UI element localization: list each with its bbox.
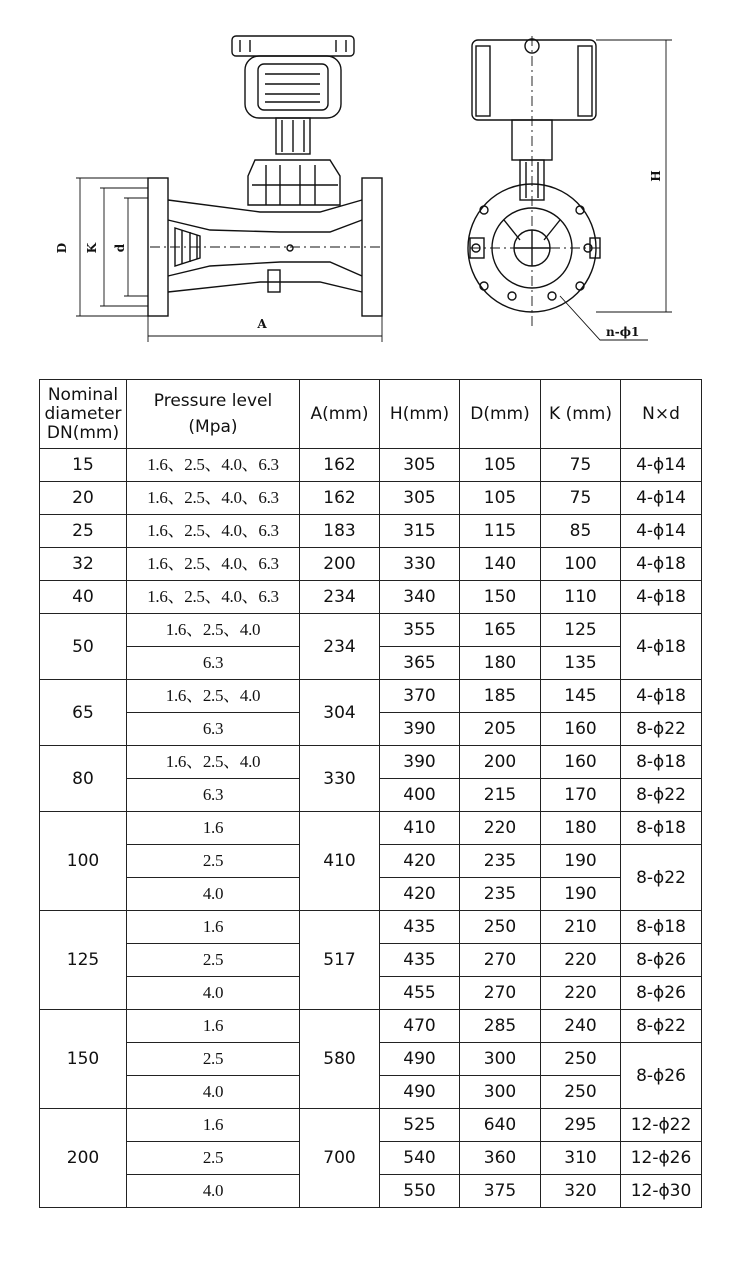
cell-d: 235 xyxy=(460,845,541,878)
label-D: D xyxy=(55,242,69,254)
cell-d: 205 xyxy=(460,713,541,746)
cell-pressure: 4.0 xyxy=(127,1175,300,1208)
cell-d: 360 xyxy=(460,1142,541,1175)
cell-dn: 65 xyxy=(40,680,127,746)
cell-k: 135 xyxy=(541,647,621,680)
cell-nd: 12-ϕ22 xyxy=(621,1109,702,1142)
header-pressure-line2: (Mpa) xyxy=(188,417,238,437)
cell-pressure: 1.6、2.5、4.0、6.3 xyxy=(127,548,300,581)
cell-pressure: 1.6、2.5、4.0、6.3 xyxy=(127,449,300,482)
cell-d: 235 xyxy=(460,878,541,911)
cell-h: 410 xyxy=(380,812,460,845)
cell-d: 220 xyxy=(460,812,541,845)
cell-k: 125 xyxy=(541,614,621,647)
cell-pressure: 1.6、2.5、4.0、6.3 xyxy=(127,581,300,614)
cell-dn: 50 xyxy=(40,614,127,680)
cell-nd: 8-ϕ18 xyxy=(621,746,702,779)
cell-h: 540 xyxy=(380,1142,460,1175)
cell-nd: 8-ϕ22 xyxy=(621,779,702,812)
cell-h: 420 xyxy=(380,878,460,911)
cell-dn: 125 xyxy=(40,911,127,1010)
header-dn xyxy=(40,380,127,449)
header-dn-line2: diameter xyxy=(44,403,122,424)
header-nd: N×d xyxy=(621,380,702,449)
cell-nd: 4-ϕ14 xyxy=(621,449,702,482)
cell-h: 305 xyxy=(380,449,460,482)
cell-nd: 8-ϕ26 xyxy=(621,977,702,1010)
cell-nd: 8-ϕ18 xyxy=(621,812,702,845)
cell-pressure: 1.6 xyxy=(127,812,300,845)
table-row xyxy=(40,548,702,581)
cell-a: 234 xyxy=(300,581,380,614)
cell-nd: 8-ϕ22 xyxy=(621,845,702,911)
cell-h: 420 xyxy=(380,845,460,878)
table-row xyxy=(40,746,702,779)
cell-nd: 4-ϕ14 xyxy=(621,482,702,515)
cell-a: 580 xyxy=(300,1010,380,1109)
table-row xyxy=(40,614,702,647)
cell-nd: 4-ϕ14 xyxy=(621,515,702,548)
label-K: K xyxy=(85,242,99,254)
cell-d: 285 xyxy=(460,1010,541,1043)
cell-h: 400 xyxy=(380,779,460,812)
cell-dn: 200 xyxy=(40,1109,127,1208)
cell-pressure: 1.6、2.5、4.0 xyxy=(127,680,300,713)
table-row xyxy=(40,812,702,845)
cell-h: 490 xyxy=(380,1043,460,1076)
dimension-table xyxy=(39,379,702,1208)
cell-pressure: 2.5 xyxy=(127,1142,300,1175)
cell-k: 180 xyxy=(541,812,621,845)
cell-d: 115 xyxy=(460,515,541,548)
cell-d: 200 xyxy=(460,746,541,779)
cell-h: 305 xyxy=(380,482,460,515)
cell-pressure: 4.0 xyxy=(127,878,300,911)
table-header-row xyxy=(40,380,702,449)
cell-h: 435 xyxy=(380,911,460,944)
cell-pressure: 4.0 xyxy=(127,1076,300,1109)
header-pressure-line1: Pressure level xyxy=(153,391,273,411)
cell-k: 320 xyxy=(541,1175,621,1208)
cell-dn: 20 xyxy=(40,482,127,515)
table-row xyxy=(40,449,702,482)
cell-nd: 8-ϕ22 xyxy=(621,713,702,746)
cell-k: 170 xyxy=(541,779,621,812)
cell-d: 150 xyxy=(460,581,541,614)
cell-k: 250 xyxy=(541,1076,621,1109)
cell-h: 340 xyxy=(380,581,460,614)
cell-nd: 12-ϕ30 xyxy=(621,1175,702,1208)
header-d: D(mm) xyxy=(460,380,541,449)
cell-h: 455 xyxy=(380,977,460,1010)
cell-a: 304 xyxy=(300,680,380,746)
cell-dn: 32 xyxy=(40,548,127,581)
cell-a: 162 xyxy=(300,482,380,515)
cell-k: 220 xyxy=(541,944,621,977)
cell-pressure: 1.6、2.5、4.0 xyxy=(127,746,300,779)
cell-pressure: 1.6、2.5、4.0、6.3 xyxy=(127,515,300,548)
cell-h: 470 xyxy=(380,1010,460,1043)
cell-pressure: 1.6 xyxy=(127,1109,300,1142)
cell-d: 300 xyxy=(460,1076,541,1109)
cell-d: 270 xyxy=(460,977,541,1010)
header-pressure xyxy=(127,380,300,449)
label-d: d xyxy=(113,243,127,253)
cell-dn: 15 xyxy=(40,449,127,482)
cell-h: 330 xyxy=(380,548,460,581)
cell-nd: 4-ϕ18 xyxy=(621,680,702,713)
table-row xyxy=(40,680,702,713)
cell-h: 490 xyxy=(380,1076,460,1109)
cell-d: 300 xyxy=(460,1043,541,1076)
cell-dn: 100 xyxy=(40,812,127,911)
header-a: A(mm) xyxy=(300,380,380,449)
cell-a: 183 xyxy=(300,515,380,548)
cell-d: 180 xyxy=(460,647,541,680)
cell-d: 105 xyxy=(460,449,541,482)
cell-h: 390 xyxy=(380,746,460,779)
label-A: A xyxy=(257,317,267,331)
cell-d: 250 xyxy=(460,911,541,944)
cell-k: 190 xyxy=(541,878,621,911)
cell-nd: 8-ϕ26 xyxy=(621,1043,702,1109)
cell-pressure: 6.3 xyxy=(127,779,300,812)
label-n-phi: n-ϕ1 xyxy=(606,325,640,339)
header-h: H(mm) xyxy=(380,380,460,449)
cell-nd: 8-ϕ22 xyxy=(621,1010,702,1043)
cell-a: 234 xyxy=(300,614,380,680)
cell-k: 295 xyxy=(541,1109,621,1142)
cell-pressure: 2.5 xyxy=(127,845,300,878)
header-dn-line3: DN(mm) xyxy=(46,422,120,443)
cell-dn: 80 xyxy=(40,746,127,812)
cell-a: 700 xyxy=(300,1109,380,1208)
cell-k: 110 xyxy=(541,581,621,614)
cell-dn: 150 xyxy=(40,1010,127,1109)
cell-h: 370 xyxy=(380,680,460,713)
cell-pressure: 4.0 xyxy=(127,977,300,1010)
cell-nd: 12-ϕ26 xyxy=(621,1142,702,1175)
cell-h: 550 xyxy=(380,1175,460,1208)
front-view xyxy=(76,36,382,342)
cell-h: 355 xyxy=(380,614,460,647)
cell-k: 310 xyxy=(541,1142,621,1175)
cell-h: 365 xyxy=(380,647,460,680)
cell-a: 330 xyxy=(300,746,380,812)
table-row xyxy=(40,515,702,548)
cell-nd: 4-ϕ18 xyxy=(621,614,702,680)
end-view xyxy=(468,36,672,340)
cell-h: 435 xyxy=(380,944,460,977)
cell-k: 250 xyxy=(541,1043,621,1076)
cell-h: 390 xyxy=(380,713,460,746)
table-row xyxy=(40,581,702,614)
cell-k: 160 xyxy=(541,713,621,746)
cell-pressure: 2.5 xyxy=(127,944,300,977)
cell-pressure: 1.6、2.5、4.0、6.3 xyxy=(127,482,300,515)
table-row xyxy=(40,911,702,944)
cell-pressure: 1.6、2.5、4.0 xyxy=(127,614,300,647)
cell-nd: 4-ϕ18 xyxy=(621,581,702,614)
cell-k: 220 xyxy=(541,977,621,1010)
cell-pressure: 2.5 xyxy=(127,1043,300,1076)
cell-k: 240 xyxy=(541,1010,621,1043)
cell-k: 210 xyxy=(541,911,621,944)
cell-d: 185 xyxy=(460,680,541,713)
cell-nd: 8-ϕ18 xyxy=(621,911,702,944)
cell-a: 200 xyxy=(300,548,380,581)
cell-d: 105 xyxy=(460,482,541,515)
cell-k: 190 xyxy=(541,845,621,878)
cell-pressure: 1.6 xyxy=(127,911,300,944)
cell-k: 160 xyxy=(541,746,621,779)
cell-k: 75 xyxy=(541,482,621,515)
cell-k: 75 xyxy=(541,449,621,482)
cell-d: 165 xyxy=(460,614,541,647)
cell-pressure: 6.3 xyxy=(127,713,300,746)
cell-a: 517 xyxy=(300,911,380,1010)
cell-d: 270 xyxy=(460,944,541,977)
label-H: H xyxy=(649,170,663,182)
cell-d: 640 xyxy=(460,1109,541,1142)
cell-pressure: 1.6 xyxy=(127,1010,300,1043)
table-row xyxy=(40,1109,702,1142)
cell-dn: 40 xyxy=(40,581,127,614)
cell-k: 85 xyxy=(541,515,621,548)
cell-d: 375 xyxy=(460,1175,541,1208)
cell-nd: 4-ϕ18 xyxy=(621,548,702,581)
table-row xyxy=(40,482,702,515)
cell-a: 410 xyxy=(300,812,380,911)
cell-h: 525 xyxy=(380,1109,460,1142)
header-dn-line1: Nominal xyxy=(47,384,119,405)
table-row xyxy=(40,1010,702,1043)
cell-d: 215 xyxy=(460,779,541,812)
cell-nd: 8-ϕ26 xyxy=(621,944,702,977)
cell-k: 145 xyxy=(541,680,621,713)
header-k: K (mm) xyxy=(541,380,621,449)
cell-a: 162 xyxy=(300,449,380,482)
cell-k: 100 xyxy=(541,548,621,581)
cell-dn: 25 xyxy=(40,515,127,548)
technical-drawing xyxy=(0,0,750,370)
cell-pressure: 6.3 xyxy=(127,647,300,680)
cell-h: 315 xyxy=(380,515,460,548)
cell-d: 140 xyxy=(460,548,541,581)
